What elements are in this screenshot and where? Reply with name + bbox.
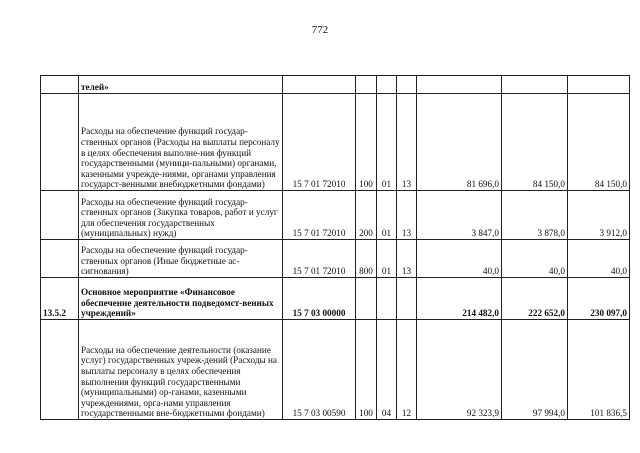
amount-year-1 <box>417 76 502 94</box>
amount-year-2: 97 994,0 <box>502 320 568 420</box>
amount-year-3: 40,0 <box>568 240 630 278</box>
table-row <box>41 94 630 191</box>
row-description: Основное мероприятие «Финансовое обеспечение деятельности подведомст-венных учреждений» <box>79 278 283 320</box>
subsection: 12 <box>397 320 417 420</box>
expense-type: 200 <box>356 191 377 240</box>
row-description: Расходы на обеспечение функций государ-ственных органов (Расходы на выплаты персоналу в целях обеспечения выполне-ния функций государственными (муници-пальными) органами, казенными учрежде-ниями, органами управления государст-венными внебюджетными фондами) <box>79 94 283 191</box>
target-code: 15 7 03 00000 <box>283 278 356 320</box>
row-description: телей» <box>79 76 283 94</box>
target-code: 15 7 03 00590 <box>283 320 356 420</box>
section: 01 <box>377 240 397 278</box>
amount-year-1: 3 847,0 <box>417 191 502 240</box>
section: 01 <box>377 94 397 191</box>
row-number <box>41 320 79 420</box>
section: 04 <box>377 320 397 420</box>
row-description: Расходы на обеспечение деятельности (оказание услуг) государственных учреж-дений (Расходы на выплаты персоналу в целях обеспечения выполнения функций государственными (муниципальными) ор-ганами, казенными учреждениями, орга-нами управления государственными вне-бюджетными фондами) <box>79 320 283 420</box>
amount-year-1: 40,0 <box>417 240 502 278</box>
amount-year-2 <box>502 76 568 94</box>
row-number: 13.5.2 <box>41 278 79 320</box>
target-code: 15 7 01 72010 <box>283 240 356 278</box>
amount-year-2: 84 150,0 <box>502 94 568 191</box>
subsection: 13 <box>397 240 417 278</box>
section <box>377 278 397 320</box>
amount-year-3: 230 097,0 <box>568 278 630 320</box>
expense-type <box>356 76 377 94</box>
table-row <box>41 320 630 420</box>
amount-year-2: 40,0 <box>502 240 568 278</box>
amount-year-3: 101 836,5 <box>568 320 630 420</box>
amount-year-2: 3 878,0 <box>502 191 568 240</box>
amount-year-2: 222 652,0 <box>502 278 568 320</box>
section <box>377 76 397 94</box>
target-code: 15 7 01 72010 <box>283 191 356 240</box>
amount-year-3: 3 912,0 <box>568 191 630 240</box>
table-row <box>41 278 630 320</box>
amount-year-3 <box>568 76 630 94</box>
expense-type: 100 <box>356 320 377 420</box>
row-description: Расходы на обеспечение функций государ-ственных органов (Закупка товаров, работ и услуг для обеспечения государственных (муниципальных) нужд) <box>79 191 283 240</box>
table-row <box>41 240 630 278</box>
subsection: 13 <box>397 94 417 191</box>
row-number <box>41 94 79 191</box>
row-number <box>41 240 79 278</box>
table-row <box>41 76 630 94</box>
budget-table <box>40 75 630 420</box>
subsection <box>397 76 417 94</box>
amount-year-3: 84 150,0 <box>568 94 630 191</box>
subsection: 13 <box>397 191 417 240</box>
section: 01 <box>377 191 397 240</box>
row-number <box>41 76 79 94</box>
subsection <box>397 278 417 320</box>
expense-type: 800 <box>356 240 377 278</box>
target-code: 15 7 01 72010 <box>283 94 356 191</box>
amount-year-1: 214 482,0 <box>417 278 502 320</box>
table-row <box>41 191 630 240</box>
expense-type <box>356 278 377 320</box>
page-number: 772 <box>311 24 329 36</box>
row-description: Расходы на обеспечение функций государ-ственных органов (Иные бюджетные ас-сигнования) <box>79 240 283 278</box>
target-code <box>283 76 356 94</box>
expense-type: 100 <box>356 94 377 191</box>
row-number <box>41 191 79 240</box>
amount-year-1: 92 323,9 <box>417 320 502 420</box>
amount-year-1: 81 696,0 <box>417 94 502 191</box>
